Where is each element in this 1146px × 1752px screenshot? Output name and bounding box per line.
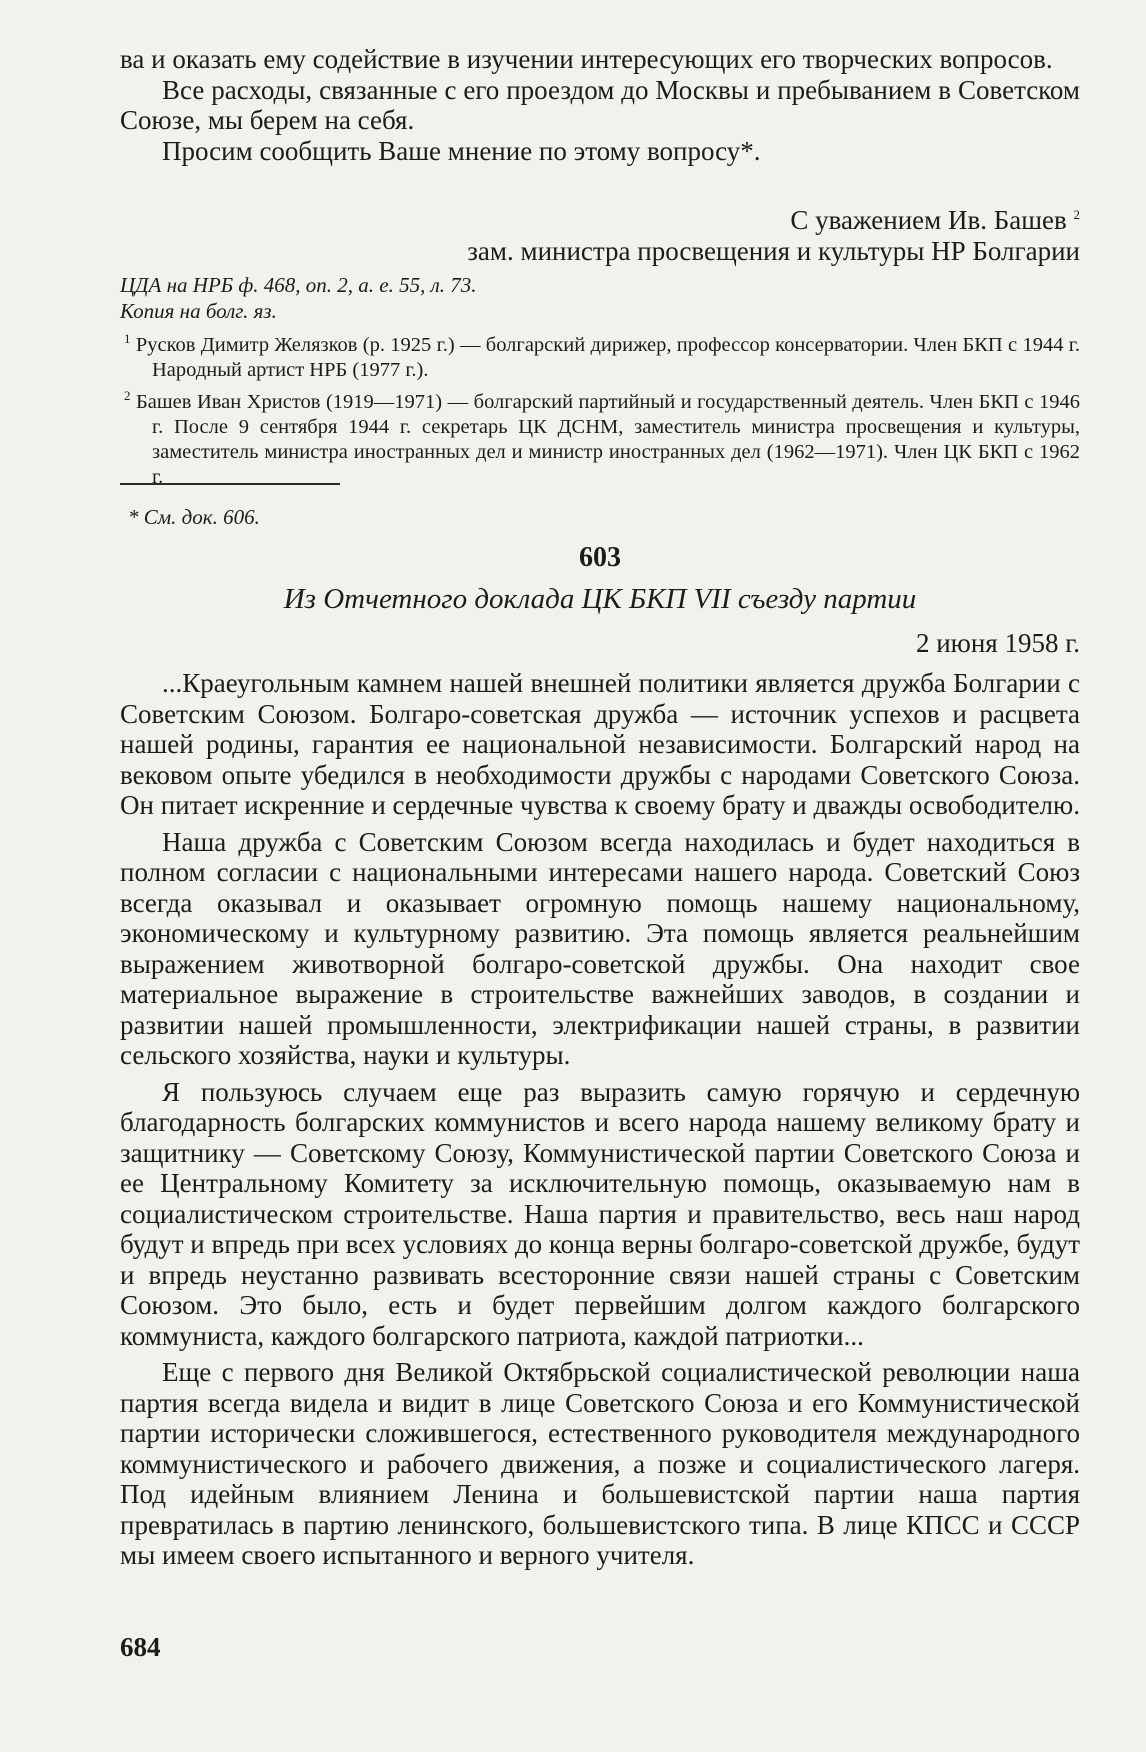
signature-closing: С уважением Ив. Башев	[790, 205, 1067, 235]
archive-ref: ЦДА на НРБ ф. 468, оп. 2, а. е. 55, л. 73.	[120, 273, 477, 297]
footnote-ref: 2	[1073, 207, 1080, 222]
footnote-text: Башев Иван Христов (1919—1971) — болгарский партийный и государственный деятель. Член БКП с 1946 г. После 9 сентября 1944 г. секретарь ЦК ДСНМ, заместитель министра просвещения и культуры, заместитель министра иностранных дел и министр иностранных дел (1962—1971). Член ЦК БКП с 1962 г.	[136, 390, 1081, 488]
footnote-mark: 1	[124, 331, 131, 346]
page-number: 684	[120, 1632, 161, 1662]
document-body	[120, 668, 1080, 1571]
paragraph: Я пользуюсь случаем еще раз выразить самую горячую и сердечную благодарность болгарских коммунистов и всего народа нашему великому брату и защитнику — Советскому Союзу, Коммунистической партии Советского Союза и ее Центральному Комитету за исключительную помощь, оказываемую нам в социалистическом строительстве. Наша партия и правительство, весь наш народ будут и впредь при всех условиях до конца верны болгаро-советской дружбе, будут и впредь неустанно развивать всесторонние связи нашей страны с Советским Союзом. Это было, есть и будет первейшим долгом каждого болгарского коммуниста, каждого болгарского патриота, каждой патриотки...	[120, 1076, 1080, 1351]
footnote	[120, 326, 1080, 383]
signature-role: зам. министра просвещения и культуры НР Болгарии	[467, 235, 1080, 266]
paragraph: ...Краеугольным камнем нашей внешней политики является дружба Болгарии с Советским Союзом. Болгаро-советская дружба — источник успехов и расцвета нашей родины, гарантия ее национальной независимости. Болгарский народ на вековом опыте убедился в необходимости дружбы с народами Советского Союза. Он питает искренние и сердечные чувства к своему брату и дважды освободителю.	[120, 668, 1080, 820]
footnote	[120, 383, 1080, 490]
paragraph: Еще с первого дня Великой Октябрьской социалистической революции наша партия всегда видела и видит в лице Советского Союза и его Коммунистической партии исторически сложившегося, естественного руководителя международного коммунистического и рабочего движения, а позже и социалистического лагеря. Под идейным влиянием Ленина и большевистской партии наша партия превратилась в партию ленинского, большевистского типа. В лице КПСС и СССР мы имеем своего испытанного и верного учителя.	[120, 1357, 1080, 1570]
document-title: Из Отчетного доклада ЦК БКП VII съезду партии	[283, 583, 917, 615]
document-number: 603	[579, 542, 621, 573]
signature-block	[120, 200, 1080, 266]
footnote-rule	[120, 483, 1080, 485]
paragraph: Просим сообщить Ваше мнение по этому вопросу*.	[162, 135, 761, 166]
document-date: 2 июня 1958 г.	[915, 628, 1080, 658]
archive-reference	[120, 272, 1080, 324]
footnote-text: Русков Димитр Желязков (р. 1925 г.) — болгарский дирижер, профессор консерватории. Член БКП с 1944 г. Народный артист НРБ (1977 г.).	[135, 333, 1081, 381]
divider	[120, 483, 340, 485]
document-header	[120, 542, 1080, 658]
paragraph: ва и оказать ему содействие в изучении интересующих его творческих вопросов.	[120, 44, 1053, 74]
paragraph: Все расходы, связанные с его проездом до Москвы и пребыванием в Советском Союзе, мы берем на себя.	[120, 74, 1080, 135]
footnotes	[120, 326, 1080, 490]
footnote-mark: 2	[124, 387, 131, 403]
copy-note: Копия на болг. яз.	[120, 299, 277, 323]
star-footnote	[120, 504, 1080, 530]
paragraph: Наша дружба с Советским Союзом всегда находилась и будет находиться в полном согласии с национальными интересами нашего народа. Советский Союз всегда оказывал и оказывает огромную помощь нашему национальному, экономическому и культурному развитию. Эта помощь является реальнейшим выражением животворной болгаро-советской дружбы. Она находит свое материальное выражение в строительстве важнейших заводов, в создании и развитии нашей промышленности, электрификации нашей страны, в развитии сельского хозяйства, науки и культуры.	[120, 826, 1080, 1070]
letter-continuation	[120, 44, 1080, 166]
signature-line	[120, 200, 1080, 236]
star-note: * См. док. 606.	[128, 505, 260, 529]
